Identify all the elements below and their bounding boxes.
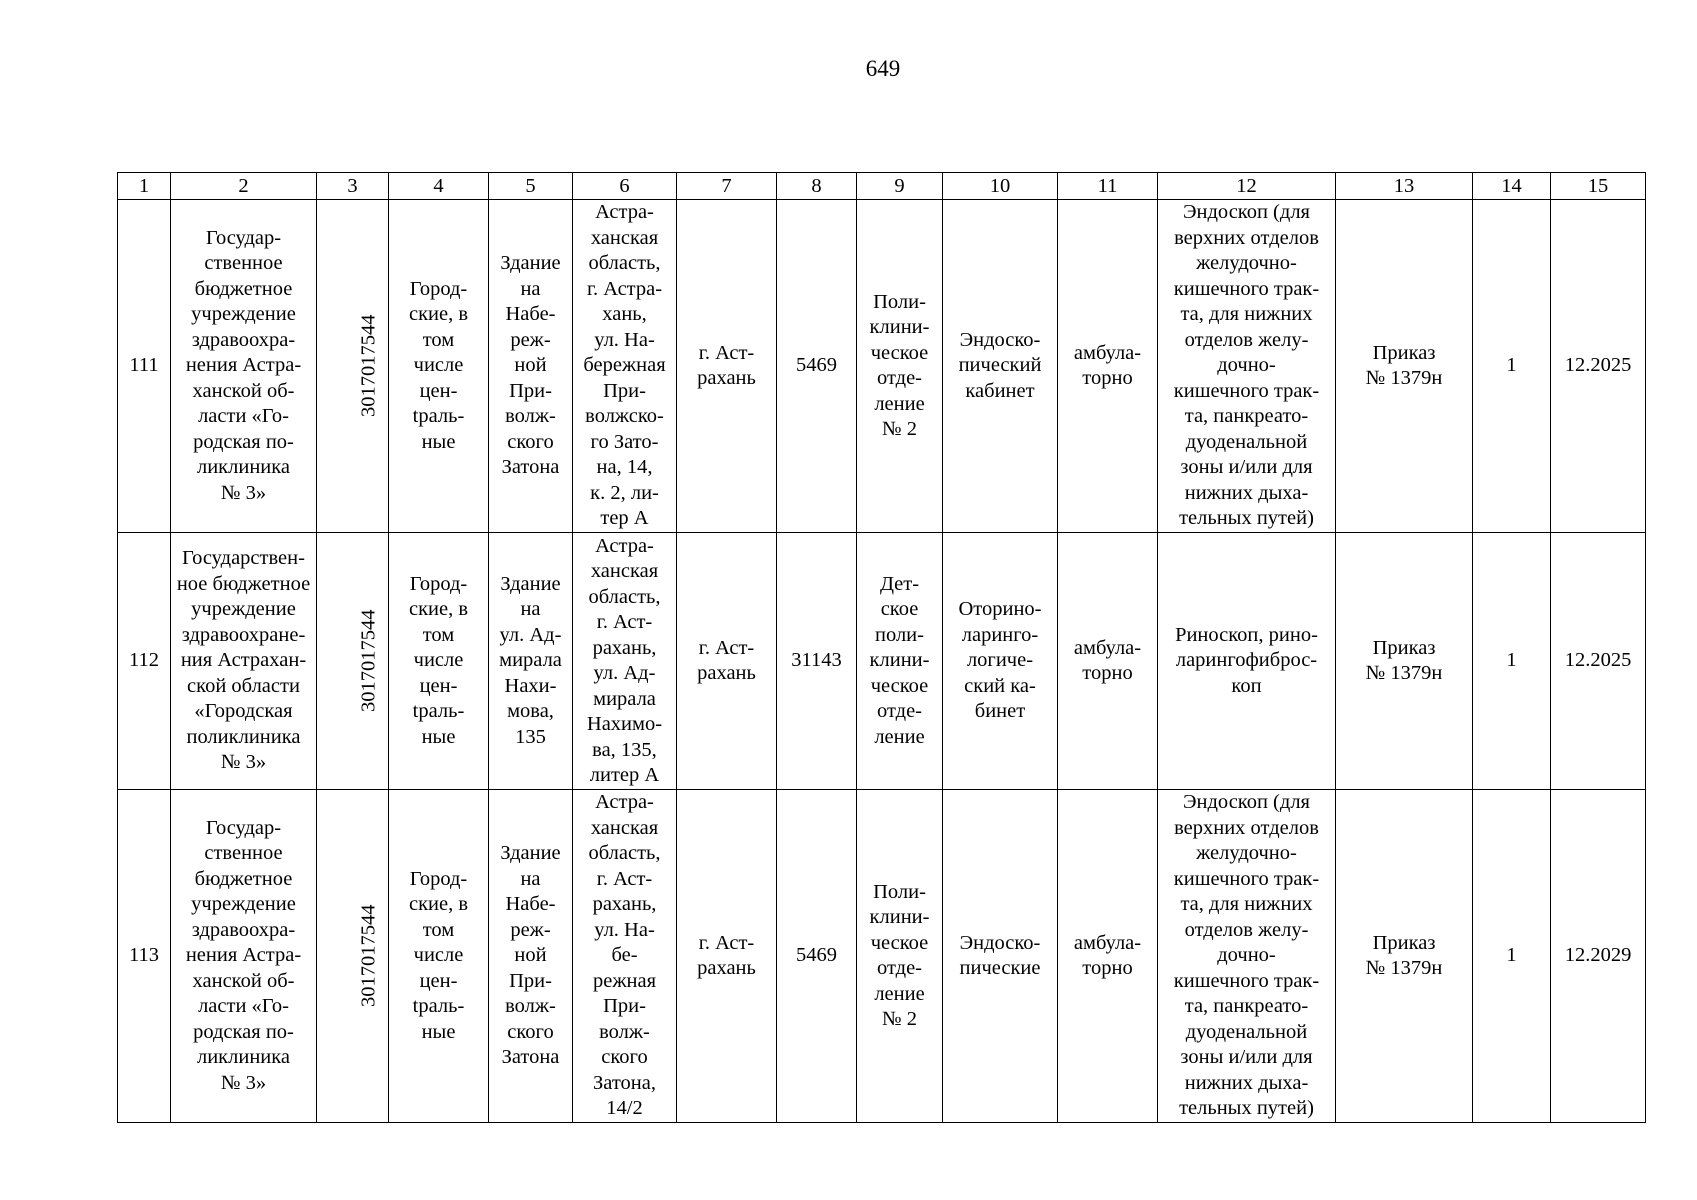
organization-cell: Государ- ственное бюджетное учреждение здравоохра- нения Астра- ханской об- ласти «Го- родская по- ликлиника № 3»: [171, 200, 317, 533]
column-number: 10: [943, 173, 1058, 200]
column-number: 2: [171, 173, 317, 200]
page-number: 649: [865, 56, 901, 81]
code-cell: 5469: [777, 200, 857, 533]
department-cell: Поли- клини- ческое отде- ление № 2: [857, 790, 943, 1123]
locality-type-cell: Город- ские, в том числе цен- tраль- ные: [389, 533, 489, 790]
city-cell: г. Аст- рахань: [677, 533, 777, 790]
building-cell: Здание на Набе- реж- ной При- волж- ского Затона: [489, 200, 573, 533]
room-cell: Оторино- ларинго- логиче- ский ка- бинет: [943, 533, 1058, 790]
room-cell: Эндоско- пический кабинет: [943, 200, 1058, 533]
equipment-cell: Риноскоп, рино- ларингофиброс- коп: [1158, 533, 1336, 790]
column-number-row: [118, 173, 1646, 200]
quantity-cell: 1: [1473, 200, 1551, 533]
column-number: 4: [389, 173, 489, 200]
date-cell: 12.2025: [1551, 200, 1646, 533]
column-number: 15: [1551, 173, 1646, 200]
quantity-cell: 1: [1473, 790, 1551, 1123]
inn-cell: [317, 533, 389, 790]
care-form-cell: амбула- торно: [1058, 533, 1158, 790]
equipment-registry-table: [117, 172, 1646, 1123]
date-cell: 12.2025: [1551, 533, 1646, 790]
care-form-cell: амбула- торно: [1058, 790, 1158, 1123]
city-cell: г. Аст- рахань: [677, 200, 777, 533]
table-row: [118, 200, 1646, 533]
organization-cell: Государствен- ное бюджетное учреждение здравоохране- ния Астрахан- ской области «Городская поликлиника № 3»: [171, 533, 317, 790]
address-cell: Астра- ханская область, г. Аст- рахань, ул. Ад- мирала Нахимо- ва, 135, литер А: [573, 533, 677, 790]
column-number: 3: [317, 173, 389, 200]
inn-value: 3017017544: [357, 904, 380, 1008]
code-cell: 5469: [777, 790, 857, 1123]
column-number: 13: [1336, 173, 1473, 200]
building-cell: Здание на Набе- реж- ной При- волж- ского Затона: [489, 790, 573, 1123]
order-cell: Приказ № 1379н: [1336, 533, 1473, 790]
equipment-cell: Эндоскоп (для верхних отделов желудочно- кишечного трак- та, для нижних отделов желу- дочно- кишечного трак- та, панкреато- дуоденальной зоны и/или для нижних дыха- тельных путей): [1158, 790, 1336, 1123]
column-number: 12: [1158, 173, 1336, 200]
order-cell: Приказ № 1379н: [1336, 200, 1473, 533]
locality-type-cell: Город- ские, в том числе цен- tраль- ные: [389, 790, 489, 1123]
column-number: 9: [857, 173, 943, 200]
column-number: 8: [777, 173, 857, 200]
table-row: [118, 790, 1646, 1123]
address-cell: Астра- ханская область, г. Аст- рахань, ул. На- бе- режная При- волж- ского Затона, 14/2: [573, 790, 677, 1123]
locality-type-cell: Город- ские, в том числе цен- tраль- ные: [389, 200, 489, 533]
row-number: 111: [118, 200, 171, 533]
inn-value: 3017017544: [357, 609, 380, 713]
care-form-cell: амбула- торно: [1058, 200, 1158, 533]
date-cell: 12.2029: [1551, 790, 1646, 1123]
address-cell: Астра- ханская область, г. Астра- хань, ул. На- бережная При- волжско- го Зато- на, 14, к. 2, ли- тер А: [573, 200, 677, 533]
code-cell: 31143: [777, 533, 857, 790]
department-cell: Дет- ское поли- клини- ческое отде- ление: [857, 533, 943, 790]
inn-cell: [317, 790, 389, 1123]
row-number: 112: [118, 533, 171, 790]
room-cell: Эндоско- пические: [943, 790, 1058, 1123]
column-number: 11: [1058, 173, 1158, 200]
row-number: 113: [118, 790, 171, 1123]
column-number: 7: [677, 173, 777, 200]
organization-cell: Государ- ственное бюджетное учреждение здравоохра- нения Астра- ханской об- ласти «Го- родская по- ликлиника № 3»: [171, 790, 317, 1123]
department-cell: Поли- клини- ческое отде- ление № 2: [857, 200, 943, 533]
inn-value: 3017017544: [357, 314, 380, 418]
city-cell: г. Аст- рахань: [677, 790, 777, 1123]
building-cell: Здание на ул. Ад- мирала Нахи- мова, 135: [489, 533, 573, 790]
column-number: 1: [118, 173, 171, 200]
column-number: 14: [1473, 173, 1551, 200]
quantity-cell: 1: [1473, 533, 1551, 790]
column-number: 5: [489, 173, 573, 200]
table-row: [118, 533, 1646, 790]
column-number: 6: [573, 173, 677, 200]
inn-cell: [317, 200, 389, 533]
equipment-cell: Эндоскоп (для верхних отделов желудочно- кишечного трак- та, для нижних отделов желу- дочно- кишечного трак- та, панкреато- дуоденальной зоны и/или для нижних дыха- тельных путей): [1158, 200, 1336, 533]
order-cell: Приказ № 1379н: [1336, 790, 1473, 1123]
